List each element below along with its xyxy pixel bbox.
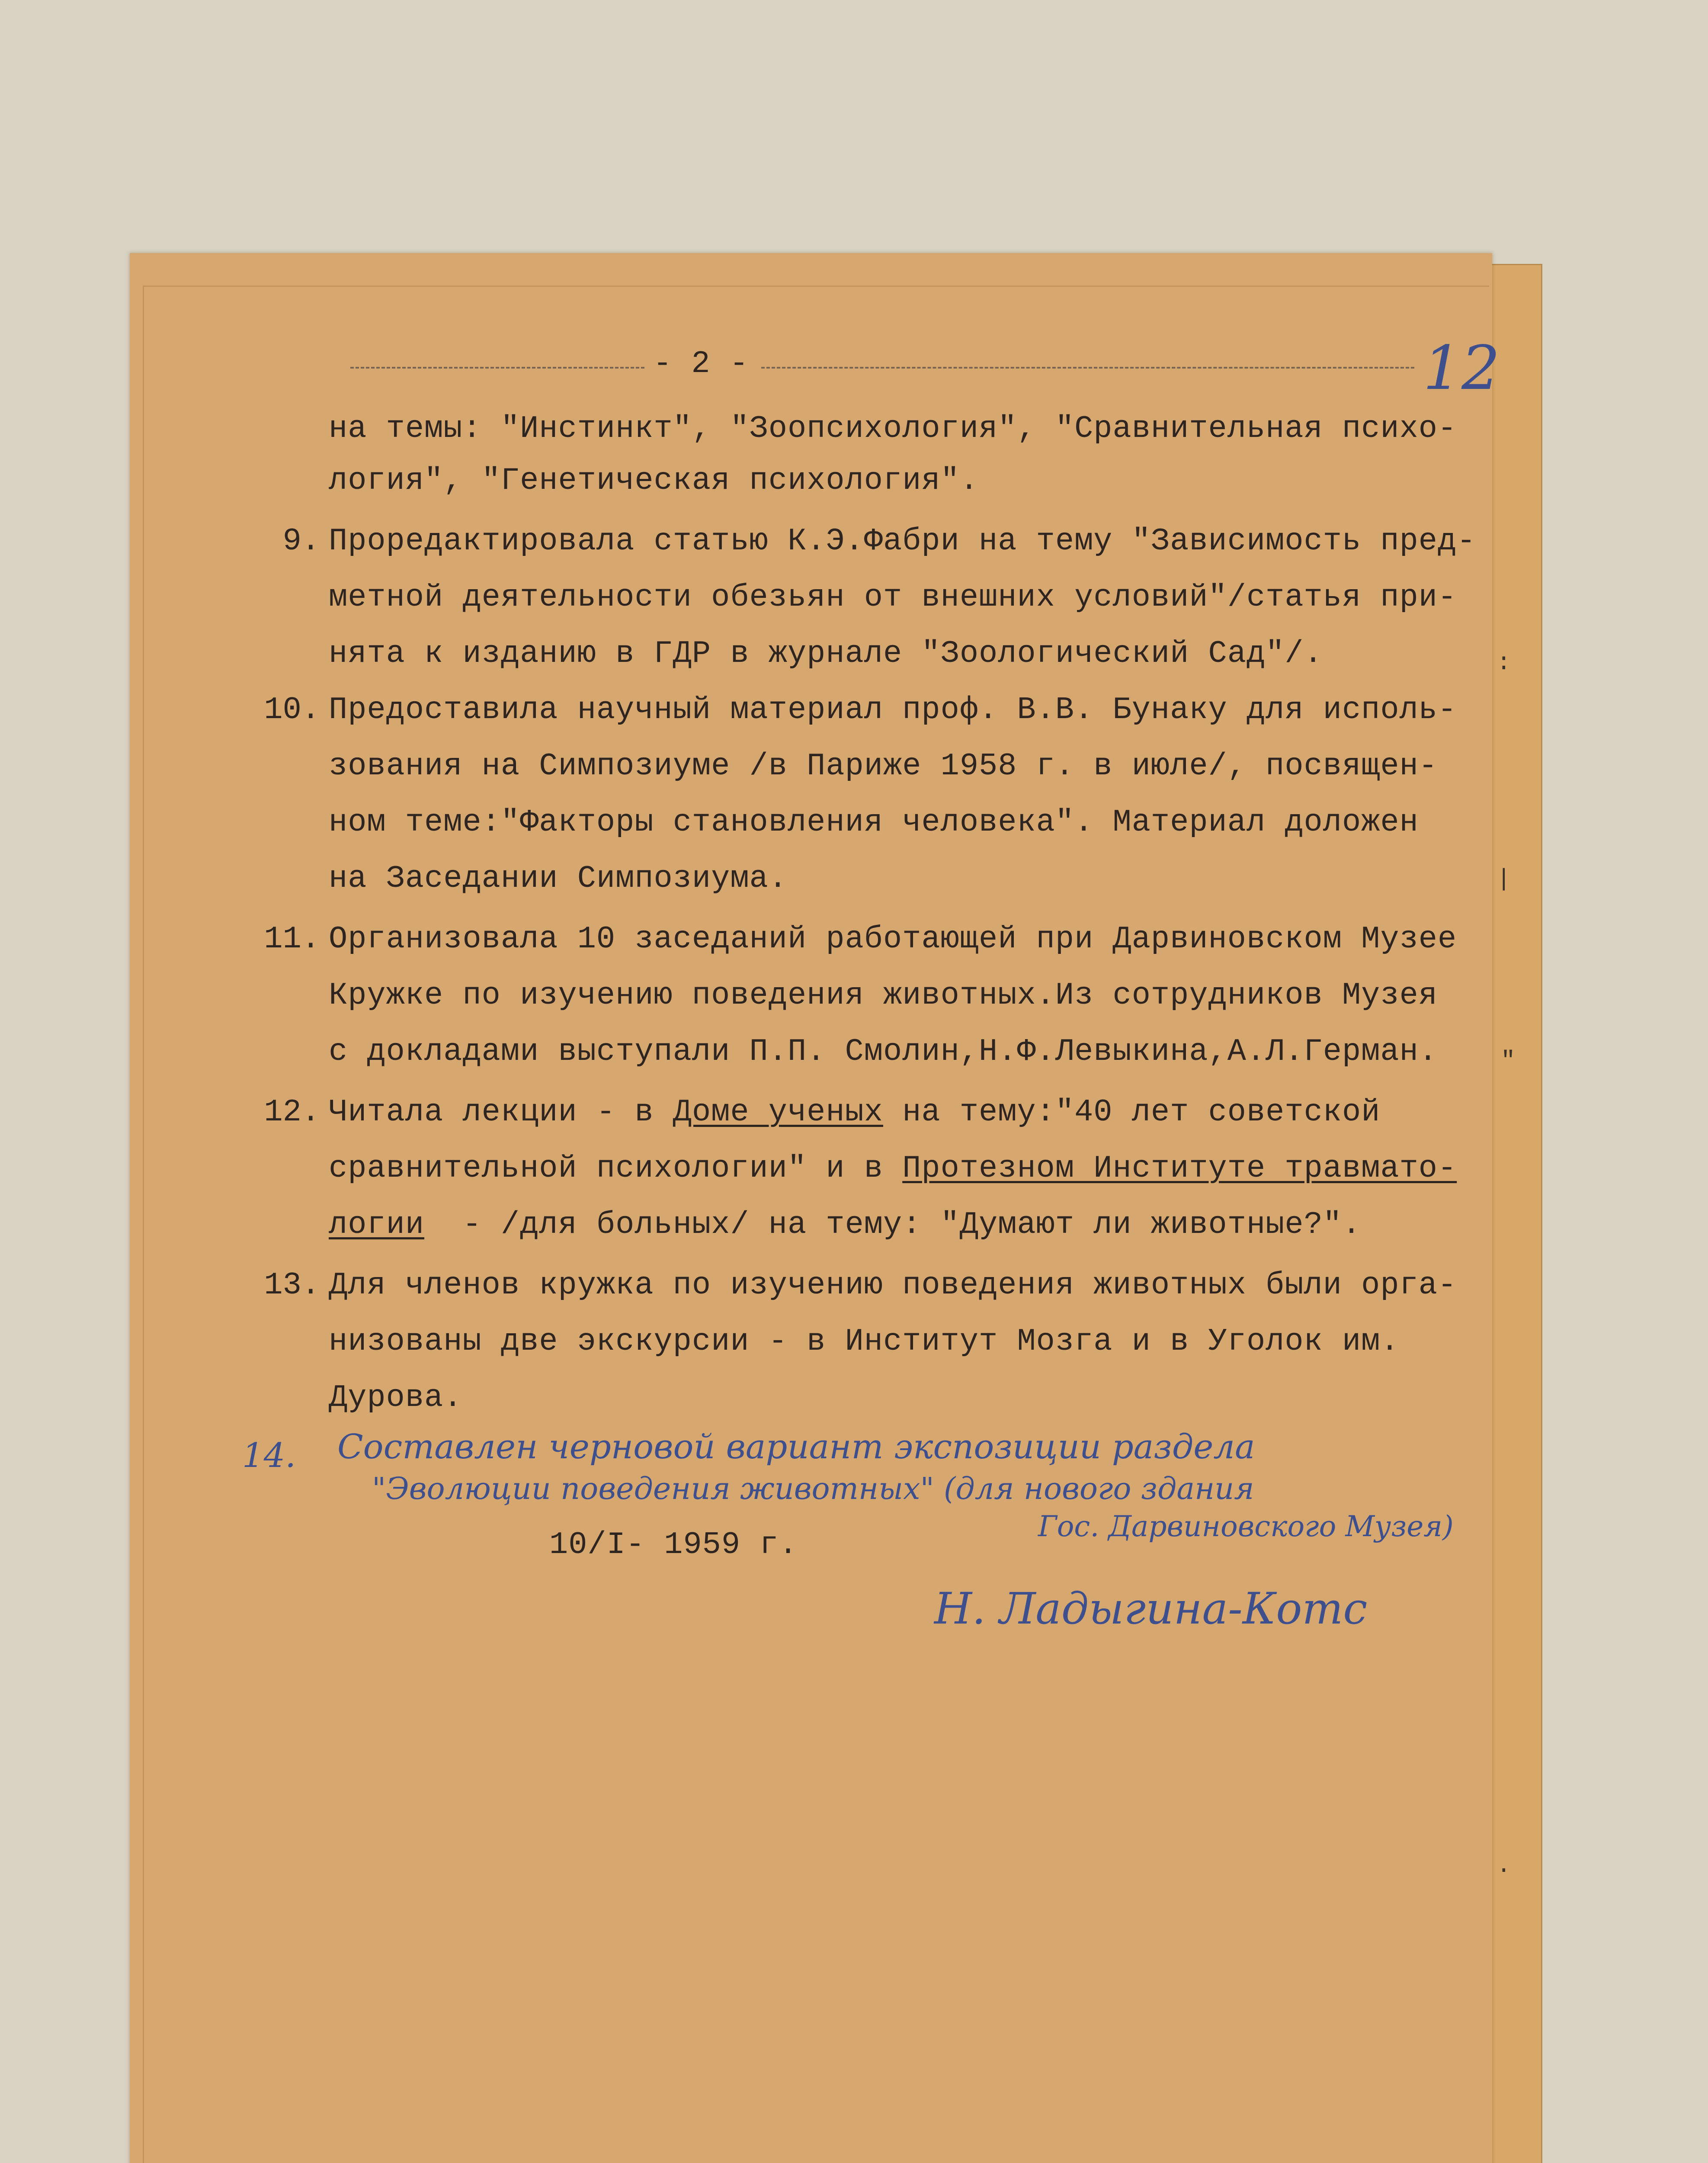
document-date: 10/I- 1959 г. xyxy=(549,1527,798,1563)
text-line: нята к изданию в ГДР в журнале "Зоологический Сад"/. xyxy=(329,636,1323,671)
text-line: Дурова. xyxy=(329,1380,463,1415)
item-number: 12. xyxy=(264,1094,320,1130)
item-number: 13. xyxy=(264,1268,320,1303)
text-segment: - /для больных/ на тему: "Думают ли животные?". xyxy=(424,1207,1362,1242)
margin-mark: | xyxy=(1497,865,1511,893)
underlined-place: Доме ученых xyxy=(673,1094,884,1130)
handwritten-line: Составлен черновой вариант экспозиции раздела xyxy=(337,1428,1255,1467)
text-line xyxy=(329,1207,1361,1242)
text-line: Проредактировала статью К.Э.Фабри на тему "Зависимость пред- xyxy=(329,523,1476,559)
underlined-place: логии xyxy=(329,1207,425,1242)
margin-mark: " xyxy=(1501,1047,1516,1075)
text-line: Кружке по изучению поведения животных.Из сотрудников Музея xyxy=(329,978,1438,1013)
text-line xyxy=(329,1094,1380,1130)
text-line: Предоставила научный материал проф. В.В. Бунаку для исполь- xyxy=(329,692,1457,728)
item-number: 9. xyxy=(282,523,320,559)
margin-mark: : xyxy=(1497,649,1511,677)
folio-number: 12 xyxy=(1423,333,1500,404)
handwritten-line: "Эволюции поведения животных" (для нового здания xyxy=(372,1471,1254,1506)
text-line: с докладами выступали П.П. Смолин,Н.Ф.Левыкина,А.Л.Герман. xyxy=(329,1034,1438,1069)
text-line: Организовала 10 заседаний работающей при Дарвиновском Музее xyxy=(329,921,1457,957)
handwritten-item-number: 14. xyxy=(242,1436,296,1475)
text-line xyxy=(329,1151,1457,1186)
item-number: 10. xyxy=(264,692,320,728)
text-line: метной деятельности обезьян от внешних условий"/статья при- xyxy=(329,580,1457,615)
page-marker: - 2 - xyxy=(653,346,749,382)
text-line: Для членов кружка по изучению поведения животных были орга- xyxy=(329,1268,1457,1303)
header-dash-right xyxy=(761,367,1414,369)
text-segment: сравнительной психологии" и в xyxy=(329,1151,903,1186)
signature: Н. Ладыгина-Котс xyxy=(934,1583,1368,1634)
text-segment: Читала лекции - в xyxy=(329,1094,673,1130)
text-line: на Заседании Симпозиума. xyxy=(329,861,788,896)
text-line: низованы две экскурсии - в Институт Мозга и в Уголок им. xyxy=(329,1324,1400,1359)
header-dash-left xyxy=(350,367,644,369)
margin-mark: . xyxy=(1497,1852,1511,1879)
handwritten-line: Гос. Дарвиновского Музея) xyxy=(1038,1510,1454,1543)
item-number: 11. xyxy=(264,921,320,957)
text-line: на темы: "Инстинкт", "Зоопсихология", "Сравнительная психо- xyxy=(329,411,1457,446)
text-line: ном теме:"Факторы становления человека". Материал доложен xyxy=(329,805,1419,840)
text-line: логия", "Генетическая психология". xyxy=(329,463,979,498)
text-line: зования на Симпозиуме /в Париже 1958 г. в июле/, посвящен- xyxy=(329,748,1438,784)
text-segment: на тему:"40 лет советской xyxy=(883,1094,1381,1130)
underlined-place: Протезном Институте травмато- xyxy=(902,1151,1457,1186)
